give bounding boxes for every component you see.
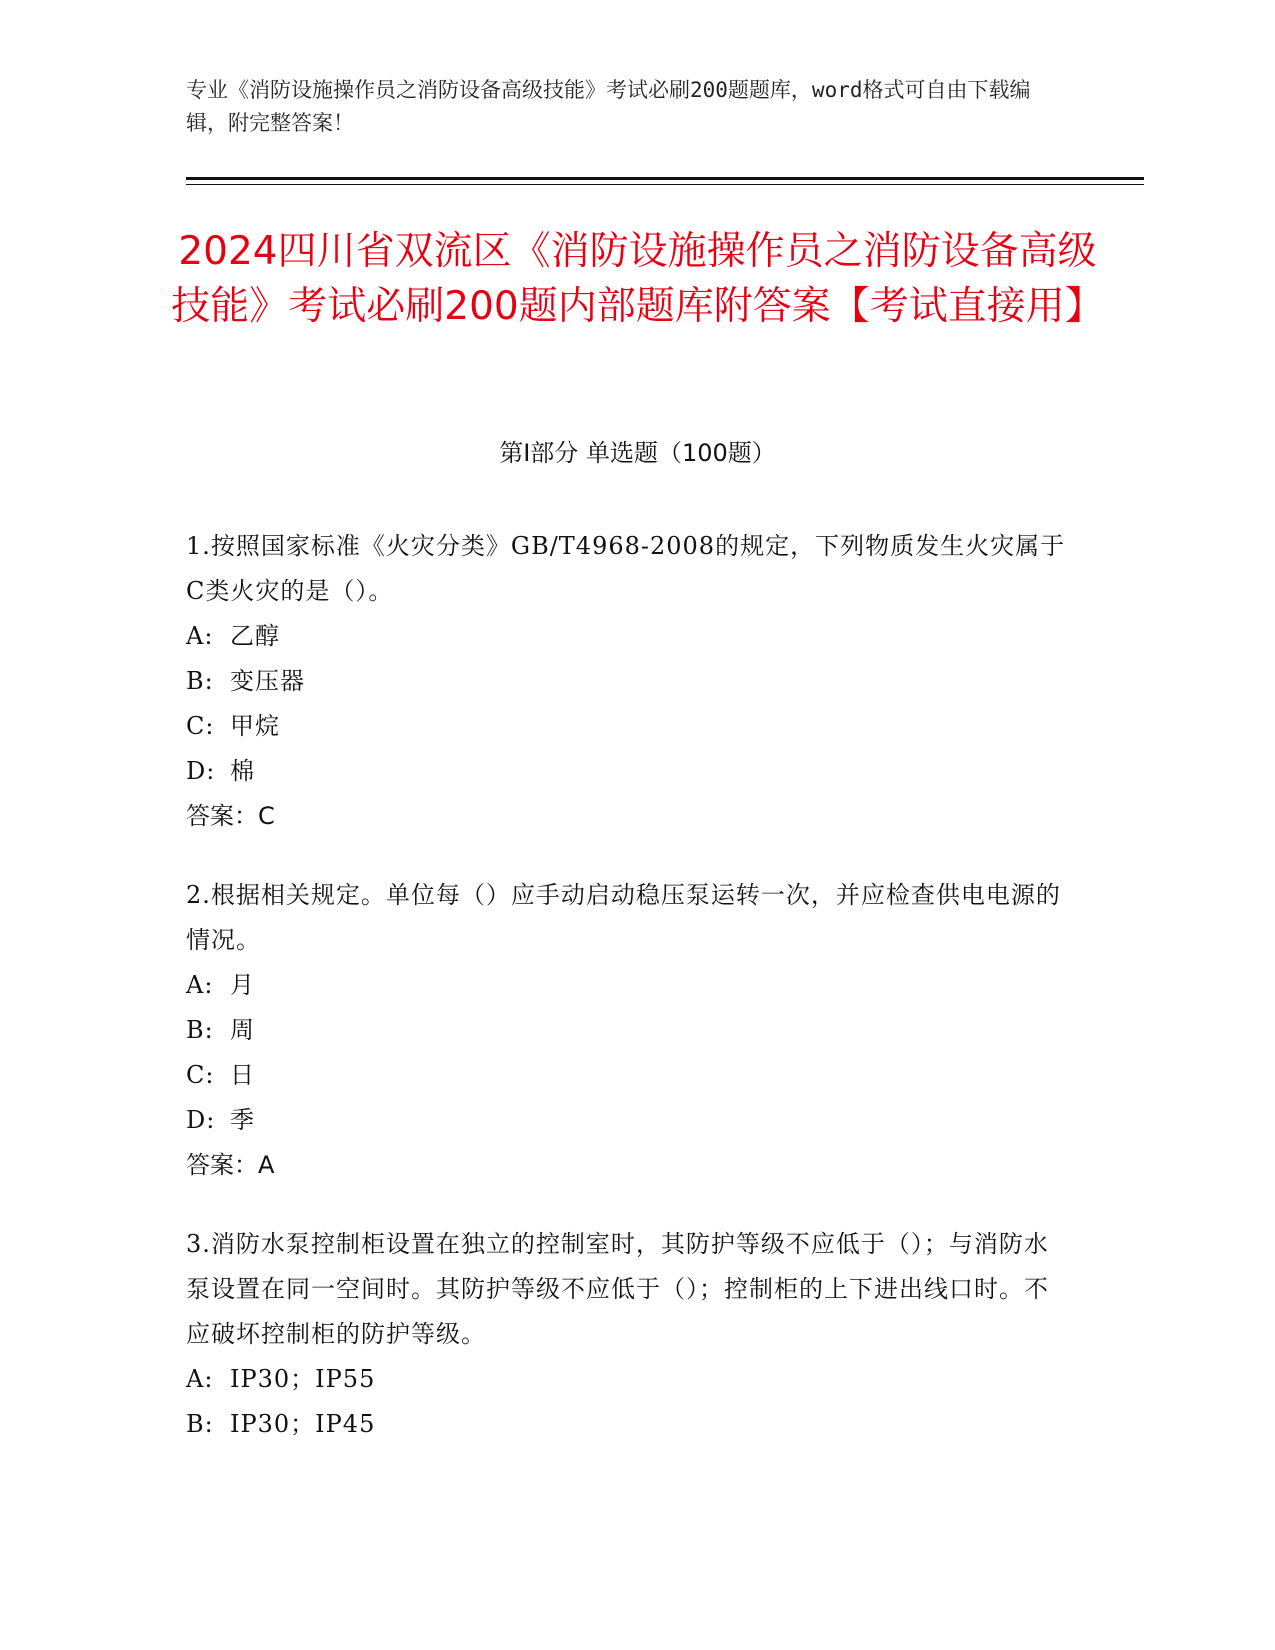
question-text: 2.根据相关规定。单位每（）应手动启动稳压泵运转一次，并应检查供电电源的情况。	[186, 881, 1061, 954]
header-rule-thin	[186, 184, 1144, 185]
option-value: 周	[230, 1016, 255, 1044]
option-value: IP30；IP55	[230, 1365, 376, 1393]
option-b	[186, 659, 1066, 704]
option-key: D:	[186, 1106, 216, 1134]
option-b	[186, 1008, 1066, 1053]
section-title: 第Ⅰ部分 单选题（100题）	[499, 439, 776, 467]
option-key: C:	[186, 1061, 215, 1089]
question-text: 1.按照国家标准《火灾分类》GB/T4968-2008的规定，下列物质发生火灾属于C类火灾的是（）。	[186, 532, 1066, 605]
option-value: IP30；IP45	[230, 1410, 376, 1438]
question-1	[186, 524, 1066, 839]
option-a	[186, 963, 1066, 1008]
option-key: A:	[186, 622, 214, 650]
option-value: 变压器	[230, 667, 305, 695]
question-list	[186, 524, 1066, 1481]
option-d	[186, 749, 1066, 794]
option-key: B:	[186, 667, 214, 695]
question-text: 3.消防水泵控制柜设置在独立的控制室时，其防护等级不应低于（）；与消防水泵设置在同一空间时。其防护等级不应低于（）；控制柜的上下进出线口时。不应破坏控制柜的防护等级。	[186, 1230, 1049, 1348]
option-d	[186, 1098, 1066, 1143]
option-value: 季	[230, 1106, 255, 1134]
option-b	[186, 1402, 1066, 1447]
option-a	[186, 614, 1066, 659]
option-value: 甲烷	[230, 712, 280, 740]
option-key: A:	[186, 971, 214, 999]
document-title: 2024四川省双流区《消防设施操作员之消防设备高级技能》考试必刷200题内部题库附答案【考试直接用】	[171, 229, 1104, 329]
option-value: 棉	[230, 757, 255, 785]
option-c	[186, 1053, 1066, 1098]
question-2	[186, 873, 1066, 1188]
answer: 答案：A	[186, 1151, 275, 1179]
header-rule-thick	[186, 177, 1144, 180]
answer: 答案：C	[186, 802, 275, 830]
option-value: 日	[230, 1061, 255, 1089]
header-note: 专业《消防设施操作员之消防设备高级技能》考试必刷200题题库，word格式可自由下载编辑，附完整答案！	[186, 78, 1031, 135]
option-value: 乙醇	[230, 622, 280, 650]
option-key: B:	[186, 1410, 214, 1438]
option-key: D:	[186, 757, 216, 785]
option-key: B:	[186, 1016, 214, 1044]
option-c	[186, 704, 1066, 749]
option-key: A:	[186, 1365, 214, 1393]
option-value: 月	[230, 971, 255, 999]
option-a	[186, 1357, 1066, 1402]
option-key: C:	[186, 712, 215, 740]
question-3	[186, 1222, 1066, 1447]
